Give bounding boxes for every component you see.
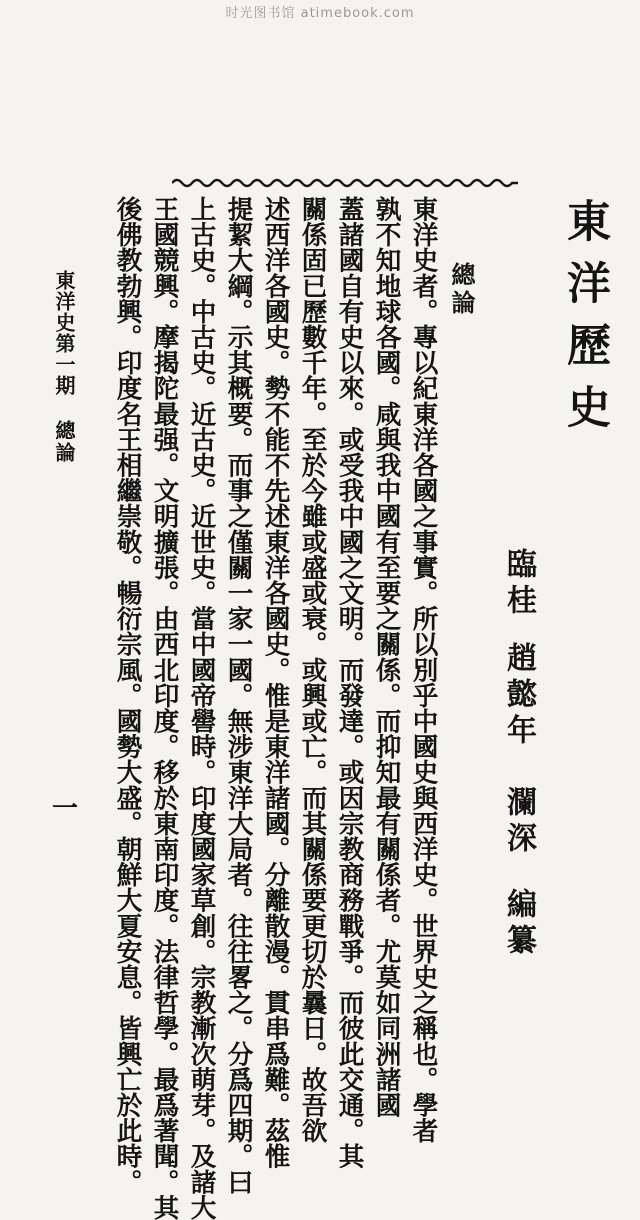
wavy-rule-divider xyxy=(172,176,518,190)
body-column: 蓋諸國自有史以來。或受我中國之文明。而發達。或因宗教商務戰爭。而彼此交通。其 xyxy=(334,196,365,1169)
book-title: 東洋歷史 xyxy=(559,198,610,446)
body-column: 述西洋各國史。勢不能不先述東洋各國史。惟是東洋諸國。分離散漫。貫串爲難。茲惟 xyxy=(260,196,291,1169)
author-courtesy-name: 瀾深 xyxy=(501,786,536,858)
body-column: 提絜大綱。示其概要。而事之僅關一家一國。無涉東洋大局者。往往畧之。分爲四期。曰 xyxy=(223,196,254,1195)
author-role: 編纂 xyxy=(501,888,536,960)
running-head-section: 總論 xyxy=(52,420,76,464)
body-column: 王國競興。摩揭陀最强。文明擴張。由西北印度。移於東南印度。法律哲學。最爲著聞。其 xyxy=(149,196,180,1220)
section-heading: 總論 xyxy=(447,262,476,318)
author-block xyxy=(488,548,548,960)
watermark: 时光图书馆 atimebook.com xyxy=(225,6,415,21)
page-number: 一 xyxy=(52,794,79,824)
body-column: 東洋史者。專以紀東洋各國之事實。所以別乎中國史與西洋史。世界史之稱也。學者 xyxy=(408,196,439,1144)
running-head-title: 東洋史第一期 xyxy=(52,270,76,396)
author-name: 趙懿年 xyxy=(501,642,536,750)
body-column: 上古史。中古史。近古史。近世史。當中國帝嚳時。印度國家草創。宗教漸次萌芽。及諸大 xyxy=(186,196,217,1220)
body-column: 孰不知地球各國。咸與我中國有至要之關係。而抑知最有關係者。尤莫如同洲諸國 xyxy=(371,196,402,1118)
body-column: 關係固已歷數千年。至於今雖或盛或衰。或興或亡。而其關係要更切於曩日。故吾欲 xyxy=(297,196,328,1144)
author-place: 臨桂 xyxy=(501,548,536,620)
body-column: 後佛教勃興。印度名王相繼崇敬。暢衍宗風。國勢大盛。朝鮮大夏安息。皆興亡於此時。 xyxy=(112,196,143,1195)
running-head xyxy=(44,270,84,490)
